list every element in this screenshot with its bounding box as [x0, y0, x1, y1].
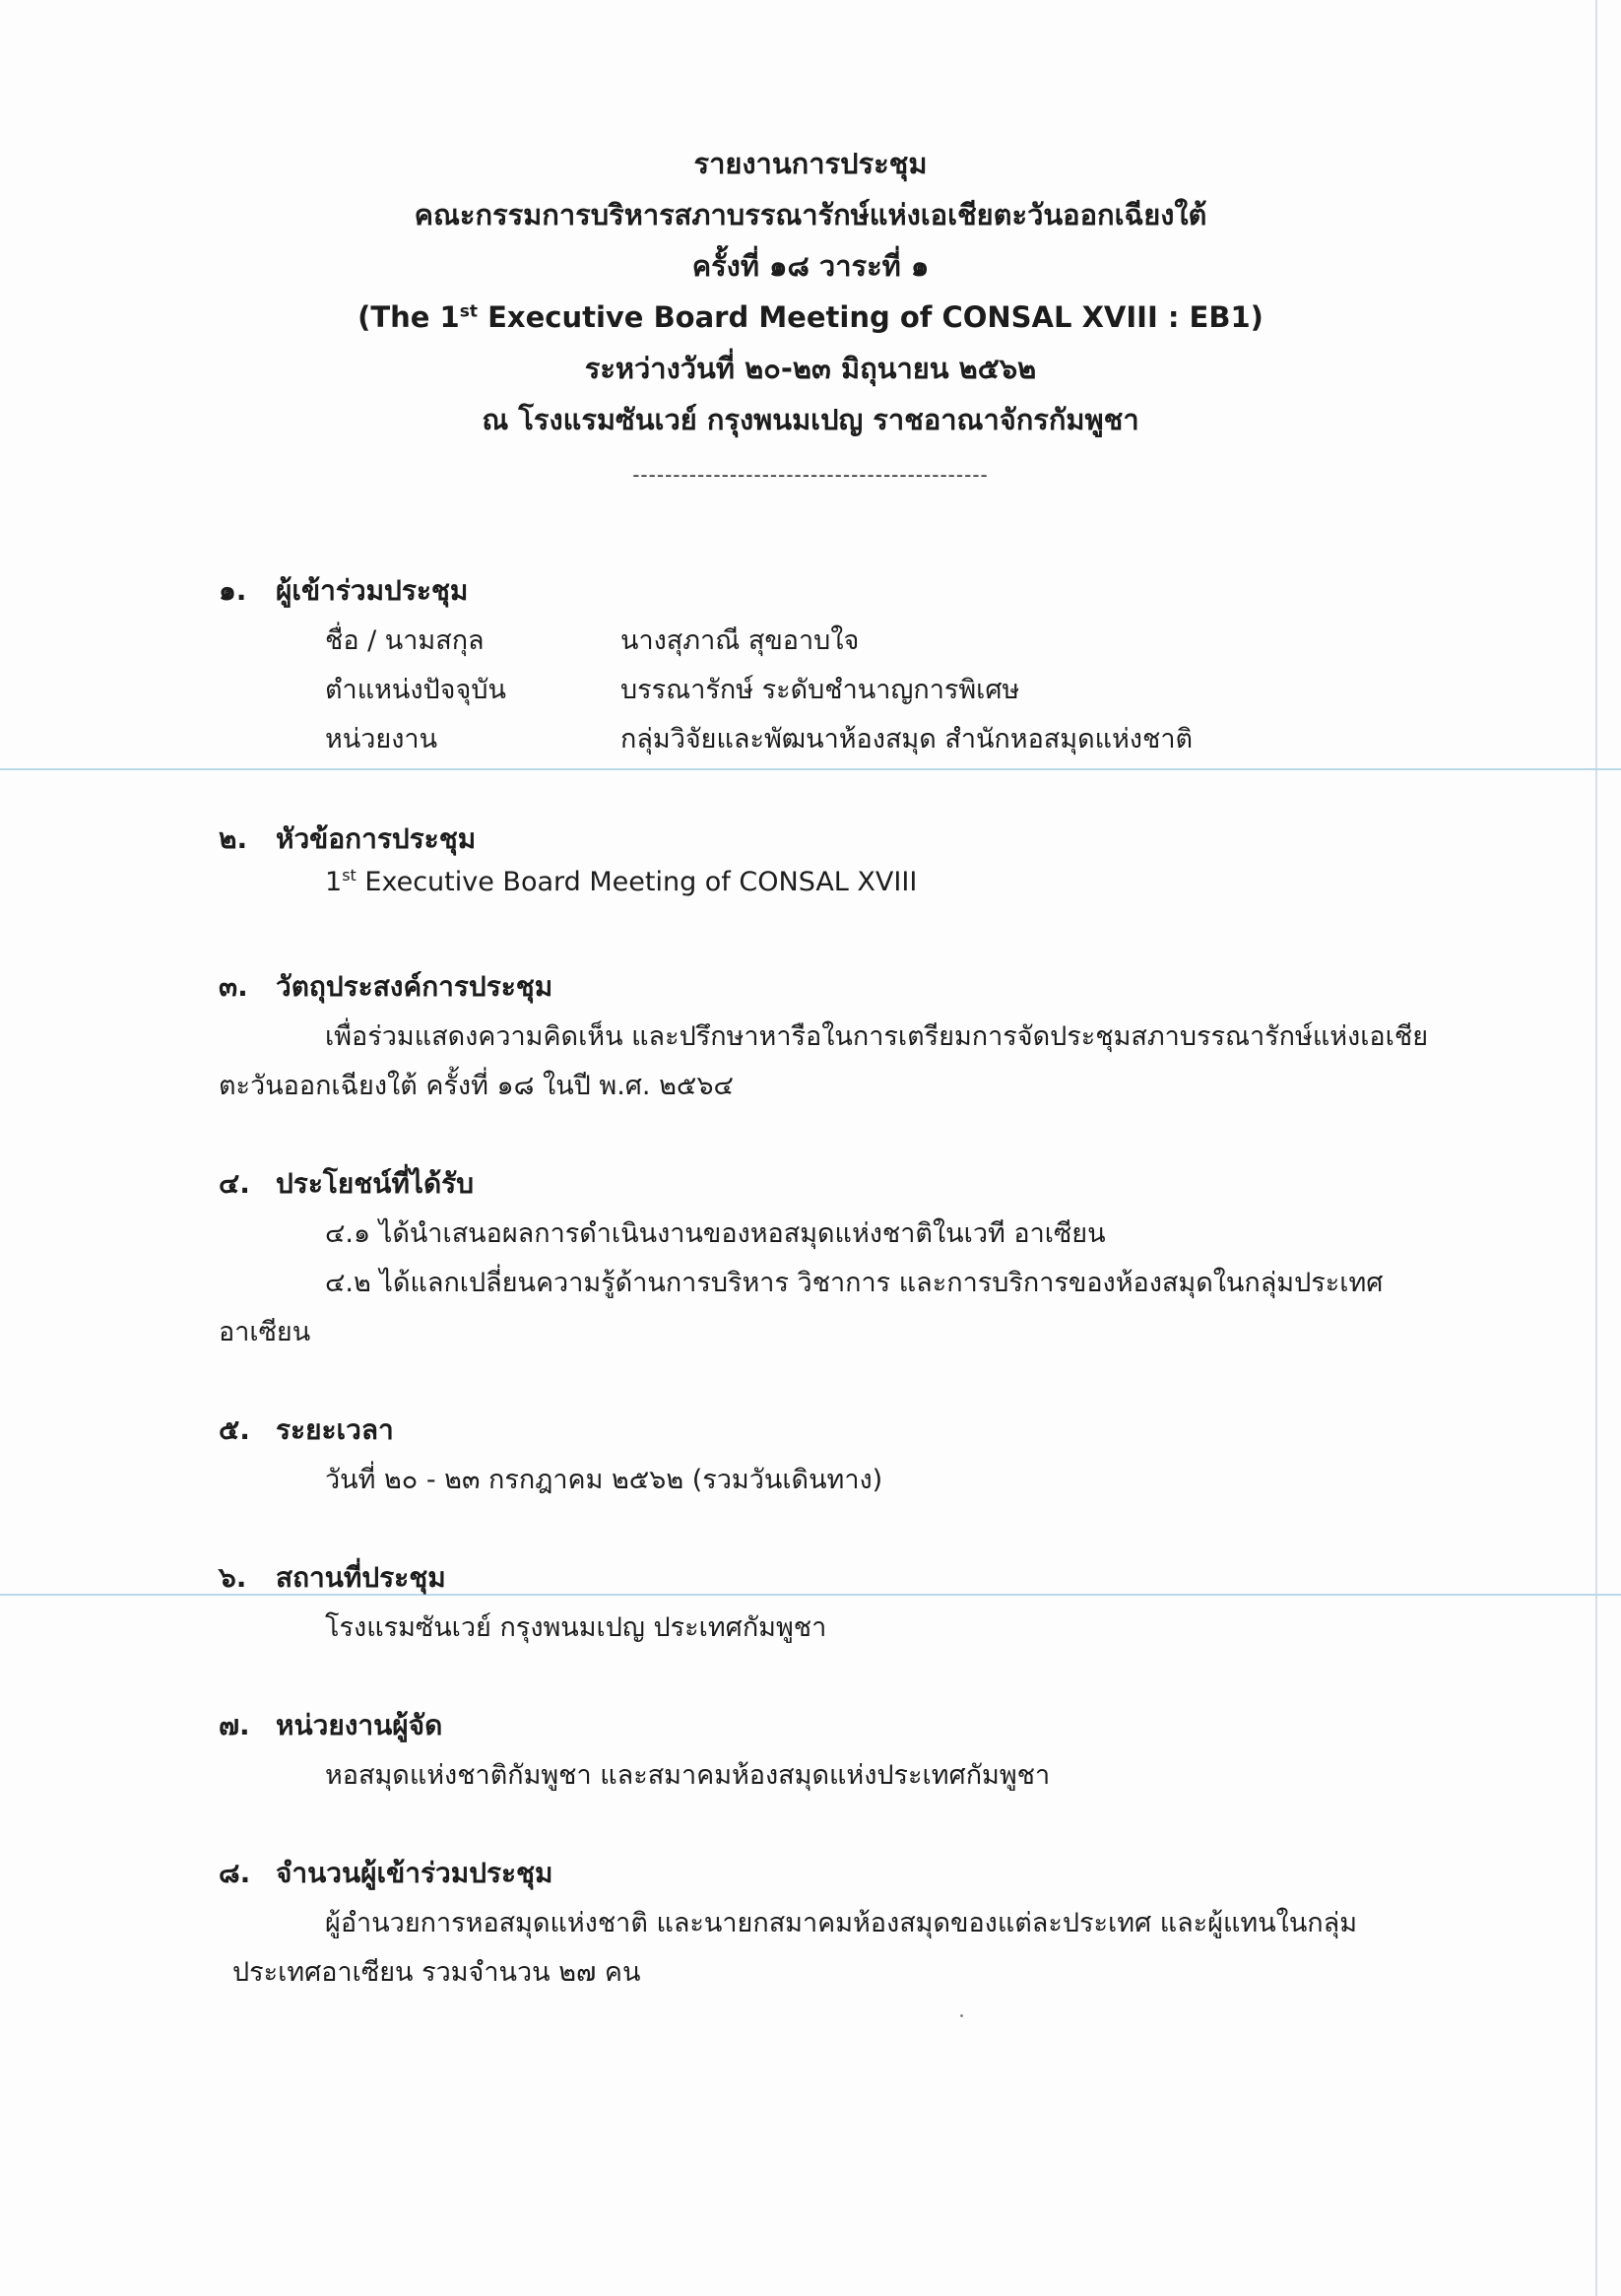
- name-label: ชื่อ / นามสกุล: [325, 625, 485, 656]
- name-value: นางสุภาณี สุขอาบใจ: [620, 625, 860, 656]
- section-3-title: วัตถุประสงค์การประชุม: [276, 970, 553, 1003]
- section-4-item-2-line1: ๔.๒ ได้แลกเปลี่ยนความรู้ด้านการบริหาร วิชาการ และการบริการของห้องสมุดในกลุ่มประเทศ: [325, 1268, 1384, 1298]
- section-6-number: ๖.: [219, 1561, 247, 1594]
- section-6-heading: [219, 1556, 446, 1600]
- section-3-number: ๓.: [219, 970, 248, 1003]
- report-header: [0, 138, 1621, 445]
- section-2-body-suffix: Executive Board Meeting of CONSAL XVIII: [356, 867, 918, 897]
- header-session: ครั้งที่ ๑๘ วาระที่ ๑: [691, 249, 930, 283]
- section-7-body: หอสมุดแห่งชาติกัมพูชา และสมาคมห้องสมุดแห่งประเทศกัมพูชา: [325, 1760, 1051, 1791]
- section-6-title: สถานที่ประชุม: [276, 1561, 446, 1594]
- header-dates: ระหว่างวันที่ ๒๐-๒๓ มิถุนายน ๒๕๖๒: [584, 352, 1037, 385]
- section-8-body-line1: ผู้อำนวยการหอสมุดแห่งชาติ และนายกสมาคมห้องสมุดของแต่ละประเทศ และผู้แทนในกลุ่ม: [325, 1908, 1357, 1938]
- header-english-suffix: Executive Board Meeting of CONSAL XVIII : EB1): [477, 300, 1264, 334]
- section-3-body-line2: ตะวันออกเฉียงใต้ ครั้งที่ ๑๘ ในปี พ.ศ. ๒๕๖๔: [219, 1071, 734, 1101]
- section-7-title: หน่วยงานผู้จัด: [276, 1709, 443, 1741]
- section-3-heading: [219, 965, 552, 1009]
- section-5-number: ๕.: [219, 1413, 250, 1446]
- section-4-item-1: ๔.๑ ได้นำเสนอผลการดำเนินงานของหอสมุดแห่งชาติในเวที อาเซียน: [325, 1218, 1106, 1249]
- header-venue: ณ โรงแรมซันเวย์ กรุงพนมเปญ ราชอาณาจักรกัมพูชา: [482, 403, 1139, 436]
- section-2-heading: [219, 818, 476, 861]
- section-7-number: ๗.: [219, 1709, 250, 1741]
- section-4-heading: [219, 1162, 474, 1206]
- section-3-body-line1: เพื่อร่วมแสดงความคิดเห็น และปรึกษาหารือในการเตรียมการจัดประชุมสภาบรรณารักษ์แห่งเอเชีย: [325, 1021, 1429, 1052]
- unit-label: หน่วยงาน: [325, 724, 438, 754]
- header-committee: คณะกรรมการบริหารสภาบรรณารักษ์แห่งเอเชียตะวันออกเฉียงใต้: [414, 198, 1207, 231]
- section-2-body: [325, 867, 917, 897]
- section-2-body-prefix: 1: [325, 867, 343, 897]
- header-divider: --------------------------------------------: [632, 463, 989, 487]
- section-2-number: ๒.: [219, 822, 248, 855]
- section-1-title: ผู้เข้าร่วมประชุม: [276, 574, 469, 607]
- section-1-number: ๑.: [219, 574, 247, 607]
- section-4-number: ๔.: [219, 1167, 250, 1200]
- section-1-heading: [219, 569, 468, 613]
- position-label: ตำแหน่งปัจจุบัน: [325, 675, 506, 705]
- position-value: บรรณารักษ์ ระดับชำนาญการพิเศษ: [620, 675, 1020, 705]
- section-5-title: ระยะเวลา: [276, 1413, 394, 1446]
- section-2-body-sup: st: [342, 866, 357, 885]
- scan-speck: [960, 2014, 963, 2017]
- scan-line: [0, 768, 1621, 770]
- section-4-title: ประโยชน์ที่ได้รับ: [276, 1167, 474, 1200]
- section-2-title: หัวข้อการประชุม: [276, 822, 477, 855]
- section-8-title: จำนวนผู้เข้าร่วมประชุม: [276, 1857, 553, 1889]
- section-7-heading: [219, 1704, 442, 1747]
- section-6-body: โรงแรมซันเวย์ กรุงพนมเปญ ประเทศกัมพูชา: [325, 1612, 827, 1643]
- header-title: รายงานการประชุม: [693, 147, 928, 180]
- section-4-item-2-line2: อาเซียน: [219, 1317, 311, 1347]
- header-english-title: [0, 292, 1621, 343]
- unit-value: กลุ่มวิจัยและพัฒนาห้องสมุด สำนักหอสมุดแห่งชาติ: [620, 724, 1194, 754]
- section-8-number: ๘.: [219, 1857, 251, 1889]
- section-5-body: วันที่ ๒๐ - ๒๓ กรกฎาคม ๒๕๖๒ (รวมวันเดินทาง): [325, 1465, 883, 1495]
- section-8-heading: [219, 1852, 553, 1895]
- section-5-heading: [219, 1409, 394, 1452]
- section-8-body-line2: ประเทศอาเซียน รวมจำนวน ๒๗ คน: [232, 1957, 641, 1988]
- header-english-prefix: (The 1: [357, 300, 460, 334]
- header-english-sup: st: [459, 301, 478, 322]
